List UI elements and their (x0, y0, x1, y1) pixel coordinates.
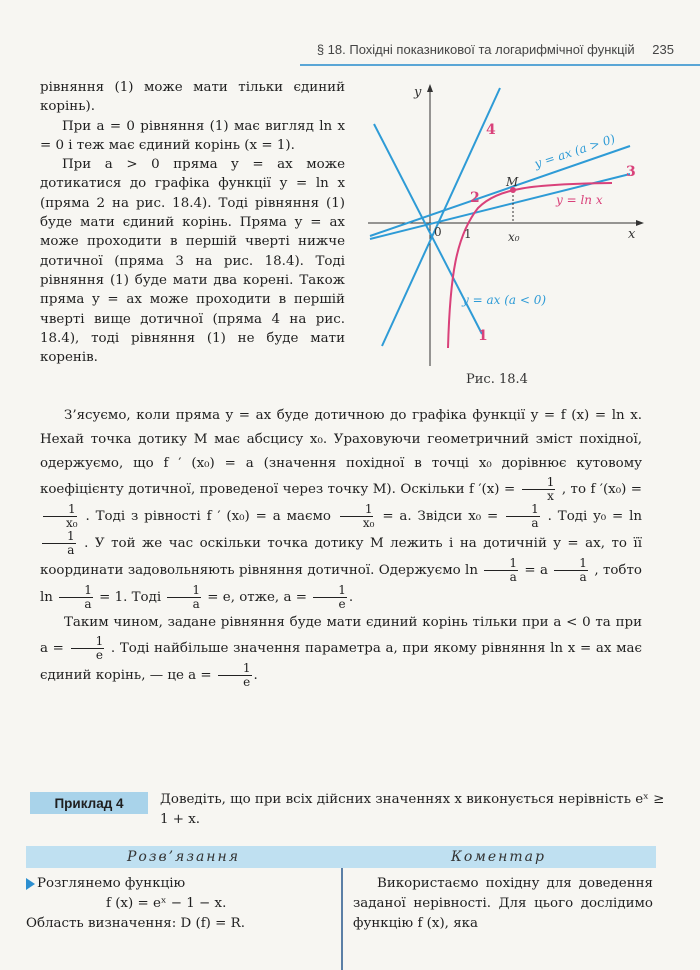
y-axis-label: y (414, 85, 422, 100)
fraction: $\frac{1}{e}$ (313, 584, 347, 611)
fraction: $\frac{1}{\text{x₀}}$ (339, 503, 375, 530)
fraction: $\frac{1}{e}$ (71, 635, 105, 662)
solution-header (26, 846, 656, 868)
line-4 (382, 88, 500, 346)
solution-line: f (x) = eˣ − 1 − x. (106, 896, 227, 911)
origin-label: 0 (434, 225, 442, 239)
header-rule (300, 64, 700, 66)
figure-18-4 (360, 76, 660, 376)
main-text (40, 404, 642, 689)
x0-label: x₀ (508, 230, 520, 244)
eq-pos-label: y = ax (a > 0) (532, 131, 617, 171)
fraction: $\frac{1}{a}$ (42, 530, 76, 557)
solution-title: Розв’язання (126, 849, 241, 865)
y-axis-arrow (427, 84, 433, 92)
solution-column (26, 874, 332, 934)
column-divider (341, 868, 343, 970)
left-column-text (40, 78, 345, 367)
paragraph: Таким чином, задане рівняння буде мати єдиний корінь тільки при a < 0 та при a = $\frac{1}{e}$ . Тоді найбільше значення параметра a, при якому рівняння ln x = ax має єдиний корінь, — це a = $\frac{1}{e}$ . (40, 615, 642, 689)
M-label: M (506, 175, 519, 189)
fraction: $\frac{1}{a}$ (484, 557, 518, 584)
x-axis-label: x (628, 227, 636, 242)
line-4-label: 4 (486, 122, 496, 138)
line-3-label: 3 (626, 164, 636, 180)
comment-title: Коментар (451, 849, 546, 865)
example-4 (30, 788, 670, 838)
example-badge: Приклад 4 (30, 792, 148, 814)
one-label: 1 (464, 227, 472, 241)
paragraph: З’ясуємо, коли пряма y = ax буде дотичною до графіка функції y = f (x) = ln x. Нехай точка дотику M має абсцису x₀. Ураховуючи геометричний зміст похідної, одержуємо, що f ′ (x₀) = a (значення похідної в точці x₀ дорівнює кутовому коефіцієнту дотичної, проведеної через точку M). Оскільки f ′(x) = $\frac{1}{x}$ , то f ′(x₀) = $\frac{1}{\text{x₀}}$ . Тоді з рівності f ′ (x₀) = a маємо $\frac{1}{\text{x₀}}$ = a. Звідси x₀ = $\frac{1}{a}$ . Тоді y₀ = ln $\frac{1}{a}$ . У той же час оскільки точка дотику M лежить і на дотичній y = ax, то її координати задовольняють рівняння дотичної. Одержуємо ln $\frac{1}{a}$ = a $\frac{1}{a}$ , тобто ln $\frac{1}{a}$ = 1. Тоді $\frac{1}{a}$ = e, отже, a = $\frac{1}{e}$ . (40, 408, 643, 611)
example-text: Доведіть, що при всіх дійсних значеннях x виконується нерівність eˣ ≥ 1 + x. (160, 792, 665, 827)
fraction: $\frac{1}{a}$ (59, 584, 93, 611)
paragraph: При a > 0 пряма y = ax може дотикатися до графіка функції y = ln x (пряма 2 на рис. 18.4). Тоді рівняння (1) буде мати єдиний корінь. Пряма y = ax може проходити в першій чверті нижче дотичної (пряма 3 на рис. 18.4). Тоді рівняння (1) буде мати два корені. Також пряма y = ax може проходити в першій чверті вище дотичної (пряма 4 на рис. 18.4), тоді рівняння (1) не буде мати коренів. (40, 157, 345, 366)
x-axis-arrow (636, 220, 644, 226)
fraction: $\frac{1}{a}$ (167, 584, 201, 611)
header-title: § 18. Похідні показникової та логарифмічної функцій (316, 42, 635, 57)
fraction: $\frac{1}{a}$ (506, 503, 540, 530)
line-1-label: 1 (478, 328, 488, 344)
paragraph: рівняння (1) може мати тільки єдиний корінь). (40, 80, 345, 115)
page-header (0, 36, 700, 64)
eq-ln-label: y = ln x (556, 193, 603, 207)
fraction: $\frac{1}{\text{x₀}}$ (42, 503, 78, 530)
figure-caption: Рис. 18.4 (466, 372, 528, 387)
comment-text: Використаємо похідну для доведення заданої нерівності. Для цього дослідимо функцію f (x), яка (353, 876, 653, 931)
solution-line: Розглянемо функцію (37, 876, 186, 891)
fraction: $\frac{1}{e}$ (218, 662, 252, 689)
fraction: $\frac{1}{x}$ (522, 476, 556, 503)
line-2-label: 2 (470, 190, 480, 206)
fraction: $\frac{1}{a}$ (554, 557, 588, 584)
comment-column (353, 874, 653, 934)
eq-neg-label: y = ax (a < 0) (462, 293, 547, 307)
solution-line: Область визначення: D (f) = R. (26, 916, 245, 931)
paragraph: При a = 0 рівняння (1) має вигляд ln x = 0 і теж має єдиний корінь (x = 1). (40, 118, 345, 153)
page-number: 235 (652, 42, 674, 57)
ln-curve (448, 183, 612, 348)
pointer-icon (26, 878, 35, 890)
